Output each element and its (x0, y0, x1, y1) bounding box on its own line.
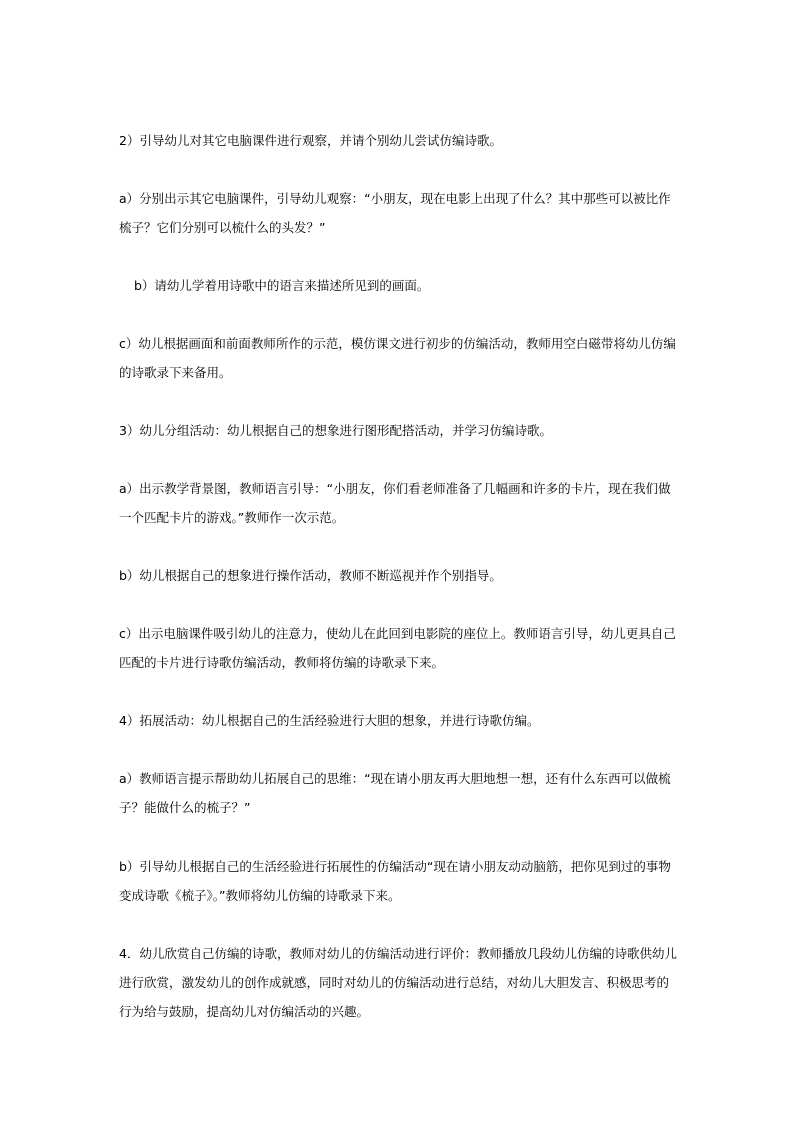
paragraph-step-2: 2）引导幼儿对其它电脑课件进行观察，并请个别幼儿尝试仿编诗歌。 (119, 133, 502, 148)
paragraph-step-2c: c）幼儿根据画面和前面教师所作的示范，模仿课文进行初步的仿编活动，教师用空白磁带将幼儿仿编的诗歌录下来备用。 (119, 336, 676, 380)
paragraph-step-4a: a）教师语言提示帮助幼儿拓展自己的思维：“现在请小朋友再大胆地想一想，还有什么东西可以做梳子？能做什么的梳子？” (119, 771, 671, 815)
paragraph-step-3c: c）出示电脑课件吸引幼儿的注意力，使幼儿在此回到电影院的座位上。教师语言引导，幼儿更具自己匹配的卡片进行诗歌仿编活动，教师将仿编的诗歌录下来。 (119, 626, 676, 670)
paragraph-step-4: 4）拓展活动：幼儿根据自己的生活经验进行大胆的想象，并进行诗歌仿编。 (119, 713, 540, 728)
paragraph-step-3: 3）幼儿分组活动：幼儿根据自己的想象进行图形配搭活动，并学习仿编诗歌。 (119, 423, 552, 438)
paragraph-section-4: 4．幼儿欣赏自己仿编的诗歌，教师对幼儿的仿编活动进行评价：教师播放几段幼儿仿编的诗歌供幼儿进行欣赏，激发幼儿的创作成就感，同时对幼儿的仿编活动进行总结，对幼儿大胆发言、积极思考的行为给与鼓励，提高幼儿对仿编活动的兴趣。 (119, 946, 677, 1019)
paragraph-step-4b: b）引导幼儿根据自己的生活经验进行拓展性的仿编活动“现在请小朋友动动脑筋，把你见到过的事物变成诗歌《梳子》。”教师将幼儿仿编的诗歌录下来。 (119, 859, 671, 903)
paragraph-step-2a: a）分别出示其它电脑课件，引导幼儿观察：“小朋友，现在电影上出现了什么？其中那些可以被比作梳子？它们分别可以梳什么的头发？” (119, 191, 671, 235)
paragraph-step-3a: a）出示教学背景图，教师语言引导：“小朋友，你们看老师准备了几幅画和许多的卡片，现在我们做一个匹配卡片的游戏。”教师作一次示范。 (119, 481, 671, 525)
paragraph-step-3b: b）幼儿根据自己的想象进行操作活动，教师不断巡视并作个别指导。 (119, 568, 502, 583)
paragraph-step-2b: b）请幼儿学着用诗歌中的语言来描述所见到的画面。 (134, 278, 430, 293)
